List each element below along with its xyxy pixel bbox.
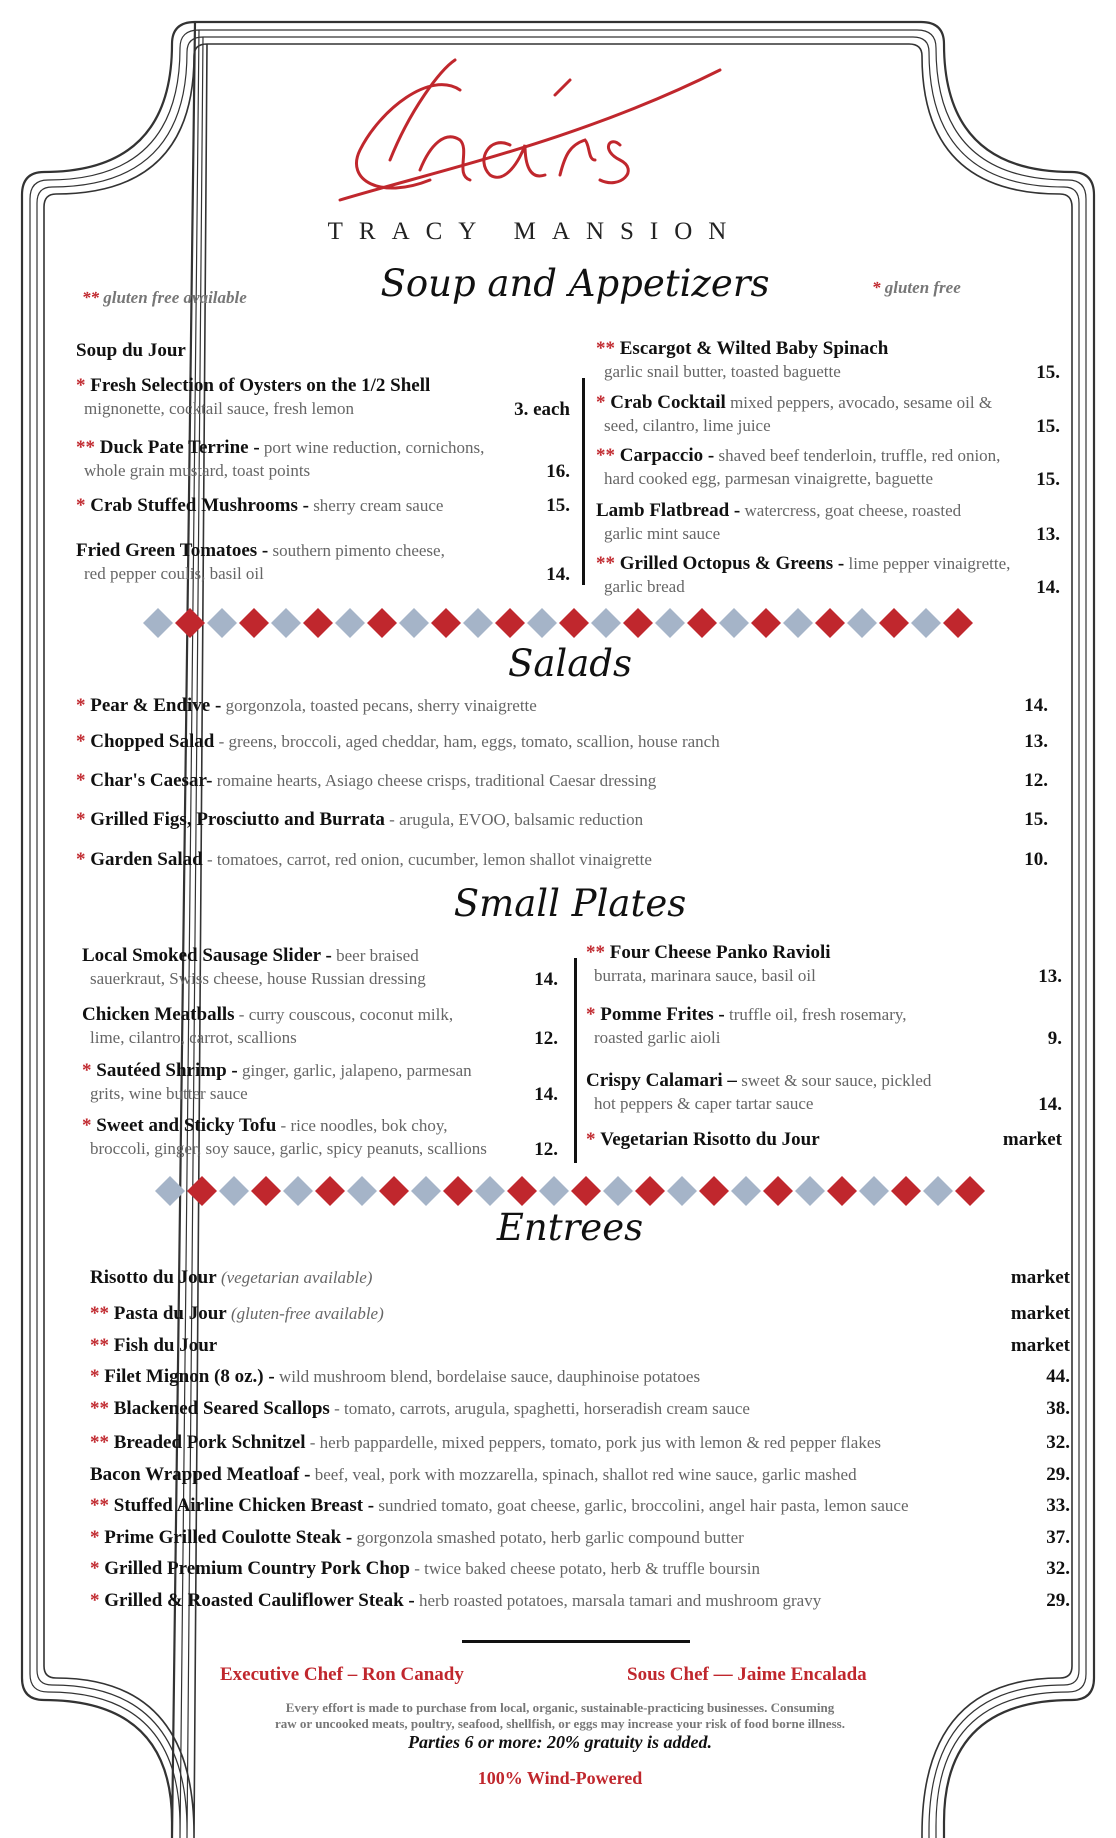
- executive-chef: Executive Chef – Ron Canady: [220, 1664, 464, 1685]
- diamond-ornament: [207, 608, 237, 638]
- item-name: Fried Green Tomatoes -: [76, 540, 269, 561]
- menu-item: [82, 1115, 448, 1137]
- divider-small-plates: [574, 958, 577, 1163]
- gratuity-note: Parties 6 or more: 20% gratuity is added.: [408, 1732, 712, 1752]
- gluten-marker: *: [82, 1060, 92, 1081]
- menu-item: [76, 695, 537, 717]
- menu-item: [596, 553, 1010, 575]
- menu-item: [596, 500, 961, 522]
- diamond-ornament: [815, 608, 845, 638]
- item-description: gorgonzola smashed potato, herb garlic compound butter: [352, 1528, 744, 1547]
- diamond-ornament: [315, 1176, 345, 1206]
- diamond-ornament: [751, 608, 781, 638]
- diamond-ornament: [655, 608, 685, 638]
- diamond-ornament: [443, 1176, 473, 1206]
- item-name: Fresh Selection of Oysters on the 1/2 Shell: [90, 375, 431, 396]
- diamond-ornament: [539, 1176, 569, 1206]
- item-name: Grilled & Roasted Cauliflower Steak -: [104, 1590, 415, 1611]
- diamond-ornament: [635, 1176, 665, 1206]
- wind-powered-note: 100% Wind-Powered: [477, 1768, 643, 1788]
- item-price: 14.: [1024, 695, 1048, 716]
- diamond-ornament: [175, 608, 205, 638]
- item-description-line-2: seed, cilantro, lime juice: [604, 416, 771, 435]
- item-description-line-2: garlic mint sauce: [604, 524, 721, 543]
- gluten-marker: **: [90, 1432, 109, 1453]
- diamond-ornament: [507, 1176, 537, 1206]
- diamond-ornament: [527, 608, 557, 638]
- diamond-ornament: [891, 1176, 921, 1206]
- disclaimer-line-1: Every effort is made to purchase from local, organic, sustainable-practicing businesses. Consuming: [285, 1700, 835, 1715]
- gluten-marker: *: [76, 770, 86, 791]
- note-gluten-free: * gluten free: [872, 278, 961, 297]
- item-price: 15.: [1036, 362, 1060, 383]
- diamond-divider-2: [152, 1173, 1002, 1209]
- gluten-marker: **: [90, 1495, 109, 1516]
- gluten-marker: **: [76, 437, 95, 458]
- gluten-marker: *: [82, 1115, 92, 1136]
- item-name: Local Smoked Sausage Slider -: [82, 945, 332, 966]
- item-description: - herb pappardelle, mixed peppers, tomato, pork jus with lemon & red pepper flakes: [305, 1433, 881, 1452]
- diamond-ornament: [475, 1176, 505, 1206]
- item-description-line-2: hot peppers & caper tartar sauce: [594, 1094, 814, 1113]
- item-name: Sautéed Shrimp -: [96, 1060, 238, 1081]
- diamond-ornament: [827, 1176, 857, 1206]
- item-price: 32.: [1046, 1432, 1070, 1453]
- gluten-marker: *: [586, 1129, 596, 1150]
- menu-item: [90, 1495, 909, 1517]
- diamond-ornament: [623, 608, 653, 638]
- section-title-entrees: Entrees: [496, 1206, 644, 1249]
- item-description: shaved beef tenderloin, truffle, red onion,: [714, 446, 1001, 465]
- diamond-ornament: [719, 608, 749, 638]
- gluten-marker: *: [90, 1527, 100, 1548]
- item-description: - twice baked cheese potato, herb & truffle boursin: [410, 1559, 760, 1578]
- item-price: 14.: [1036, 577, 1060, 598]
- menu-item: [586, 1129, 820, 1151]
- menu-item: [596, 338, 888, 360]
- footer-rule: [462, 1640, 690, 1643]
- item-name: Chopped Salad: [90, 731, 215, 752]
- gluten-marker: *: [90, 1366, 100, 1387]
- item-name: Bacon Wrapped Meatloaf -: [90, 1464, 311, 1485]
- diamond-ornament: [699, 1176, 729, 1206]
- diamond-ornament: [399, 608, 429, 638]
- gluten-marker: **: [90, 1303, 109, 1324]
- item-price: 38.: [1046, 1398, 1070, 1419]
- menu-item: [82, 945, 419, 967]
- item-description: watercress, goat cheese, roasted: [740, 501, 962, 520]
- menu-item: [82, 1060, 472, 1082]
- menu-item: [76, 731, 720, 753]
- item-description: lime pepper vinaigrette,: [844, 554, 1011, 573]
- gluten-marker: **: [586, 942, 605, 963]
- item-name: Crispy Calamari –: [586, 1070, 737, 1091]
- item-name: Grilled Premium Country Pork Chop: [104, 1558, 411, 1579]
- item-price: 9.: [1047, 1028, 1062, 1049]
- item-name: Chicken Meatballs: [82, 1004, 235, 1025]
- menu-item: [76, 540, 445, 562]
- item-description: - arugula, EVOO, balsamic reduction: [384, 810, 644, 829]
- diamond-ornament: [411, 1176, 441, 1206]
- item-name: Filet Mignon (8 oz.) -: [104, 1366, 275, 1387]
- menu-item: [76, 340, 186, 362]
- diamond-ornament: [239, 608, 269, 638]
- item-description: beef, veal, pork with mozzarella, spinach, shallot red wine sauce, garlic mashed: [310, 1465, 857, 1484]
- item-description-line-2: whole grain mustard, toast points: [84, 461, 311, 480]
- diamond-ornament: [943, 608, 973, 638]
- gluten-marker: *: [76, 375, 86, 396]
- item-price: 15.: [1036, 416, 1060, 437]
- item-description: sweet & sour sauce, pickled: [736, 1071, 932, 1090]
- item-description-line-2: garlic snail butter, toasted baguette: [604, 362, 841, 381]
- menu-item: [586, 1004, 907, 1026]
- item-name: Crab Stuffed Mushrooms -: [90, 495, 309, 516]
- gluten-marker: **: [596, 338, 615, 359]
- gluten-marker: *: [596, 392, 606, 413]
- item-price: 29.: [1046, 1590, 1070, 1611]
- subtitle: TRACY MANSION: [327, 218, 743, 245]
- item-description-line-2: grits, wine butter sauce: [90, 1084, 248, 1103]
- diamond-ornament: [251, 1176, 281, 1206]
- gluten-marker: *: [76, 695, 86, 716]
- item-description: sundried tomato, goat cheese, garlic, broccolini, angel hair pasta, lemon sauce: [374, 1496, 909, 1515]
- item-name: Garden Salad: [90, 849, 203, 870]
- diamond-ornament: [847, 608, 877, 638]
- item-price: 13.: [1024, 731, 1048, 752]
- item-name: Four Cheese Panko Ravioli: [609, 942, 831, 963]
- item-price: 33.: [1046, 1495, 1070, 1516]
- menu-item: [76, 437, 484, 459]
- diamond-ornament: [187, 1176, 217, 1206]
- item-price: 12.: [534, 1139, 558, 1160]
- diamond-ornament: [271, 608, 301, 638]
- item-price: 14.: [546, 564, 570, 585]
- item-name: Sweet and Sticky Tofu: [96, 1115, 277, 1136]
- section-title-small-plates: Small Plates: [453, 882, 687, 925]
- item-price: 29.: [1046, 1464, 1070, 1485]
- gluten-marker: **: [596, 553, 615, 574]
- gluten-marker: *: [90, 1590, 100, 1611]
- item-name: Carpaccio -: [619, 445, 715, 466]
- menu-item: [90, 1464, 857, 1486]
- diamond-ornament: [431, 608, 461, 638]
- diamond-ornament: [859, 1176, 889, 1206]
- item-name: Blackened Seared Scallops: [113, 1398, 330, 1419]
- item-description-line-2: burrata, marinara sauce, basil oil: [594, 966, 816, 985]
- item-name: Soup du Jour: [76, 340, 186, 361]
- item-name: Char's Caesar-: [90, 770, 213, 791]
- item-description-line-2: roasted garlic aioli: [594, 1028, 721, 1047]
- item-description: gorgonzola, toasted pecans, sherry vinaigrette: [221, 696, 537, 715]
- gluten-marker: *: [76, 495, 86, 516]
- item-name: Prime Grilled Coulotte Steak -: [104, 1527, 353, 1548]
- divider-appetizers: [582, 378, 585, 585]
- diamond-ornament: [367, 608, 397, 638]
- diamond-ornament: [955, 1176, 985, 1206]
- item-price: 13.: [1038, 966, 1062, 987]
- item-price: market: [1010, 1303, 1070, 1324]
- item-description: herb roasted potatoes, marsala tamari and mushroom gravy: [414, 1591, 822, 1610]
- item-name: Duck Pate Terrine -: [99, 437, 260, 458]
- item-price: 44.: [1046, 1366, 1070, 1387]
- disclaimer-line-2: raw or uncooked meats, poultry, seafood, shellfish, or eggs may increase your risk of food borne illness.: [275, 1716, 845, 1731]
- item-name: Fish du Jour: [113, 1335, 218, 1356]
- menu-item: [596, 392, 992, 414]
- item-name: Pomme Frites -: [600, 1004, 725, 1025]
- diamond-ornament: [219, 1176, 249, 1206]
- item-price: market: [1002, 1129, 1062, 1150]
- diamond-ornament: [591, 608, 621, 638]
- item-price: 15.: [1036, 469, 1060, 490]
- item-name: Escargot & Wilted Baby Spinach: [619, 338, 889, 359]
- item-price: market: [1010, 1335, 1070, 1356]
- item-description: - tomatoes, carrot, red onion, cucumber, lemon shallot vinaigrette: [202, 850, 652, 869]
- item-price: 12.: [1024, 770, 1048, 791]
- note-gluten-free-available: ** gluten free available: [82, 288, 247, 307]
- diamond-ornament: [379, 1176, 409, 1206]
- menu-item: [596, 445, 1000, 467]
- item-name: Grilled Octopus & Greens -: [619, 553, 845, 574]
- item-description: - rice noodles, bok choy,: [276, 1116, 448, 1135]
- item-description: wild mushroom blend, bordelaise sauce, dauphinoise potatoes: [274, 1367, 701, 1386]
- diamond-ornament: [143, 608, 173, 638]
- item-price: 13.: [1036, 524, 1060, 545]
- diamond-ornament: [667, 1176, 697, 1206]
- item-name: Pasta du Jour: [113, 1303, 227, 1324]
- sous-chef: Sous Chef — Jaime Encalada: [627, 1664, 867, 1685]
- diamond-ornament: [687, 608, 717, 638]
- item-price: 14.: [534, 1084, 558, 1105]
- diamond-ornament: [783, 608, 813, 638]
- diamond-ornament: [603, 1176, 633, 1206]
- item-description-line-2: red pepper coulis, basil oil: [84, 564, 264, 583]
- item-price: market: [1010, 1267, 1070, 1288]
- item-description-line-2: mignonette, cocktail sauce, fresh lemon: [84, 399, 355, 418]
- item-description: - curry couscous, coconut milk,: [234, 1005, 454, 1024]
- menu-item: [76, 770, 656, 792]
- menu-item: [90, 1527, 744, 1549]
- menu-item: [90, 1267, 372, 1289]
- menu-item: [76, 495, 443, 517]
- item-description-line-2: hard cooked egg, parmesan vinaigrette, baguette: [604, 469, 934, 488]
- gluten-marker: *: [90, 1558, 100, 1579]
- item-price: 14.: [534, 969, 558, 990]
- item-description: mixed peppers, avocado, sesame oil &: [725, 393, 993, 412]
- diamond-ornament: [303, 608, 333, 638]
- diamond-ornament: [923, 1176, 953, 1206]
- diamond-ornament: [283, 1176, 313, 1206]
- item-name: Breaded Pork Schnitzel: [113, 1432, 306, 1453]
- item-description: port wine reduction, cornichons,: [259, 438, 485, 457]
- diamond-ornament: [731, 1176, 761, 1206]
- menu-item: [90, 1335, 217, 1357]
- gluten-marker: *: [76, 849, 86, 870]
- diamond-divider-1: [140, 605, 990, 641]
- item-description: romaine hearts, Asiago cheese crisps, traditional Caesar dressing: [212, 771, 657, 790]
- item-price: 15.: [546, 495, 570, 516]
- item-description-line-2: broccoli, ginger, soy sauce, garlic, spicy peanuts, scallions: [90, 1139, 487, 1158]
- menu-item: [76, 849, 652, 871]
- item-name: Stuffed Airline Chicken Breast -: [113, 1495, 375, 1516]
- item-description: sherry cream sauce: [308, 496, 444, 515]
- item-name: Vegetarian Risotto du Jour: [600, 1129, 820, 1150]
- menu-item: [586, 942, 831, 964]
- gluten-marker: **: [90, 1398, 109, 1419]
- menu-item: [76, 375, 430, 397]
- item-price: 16.: [546, 461, 570, 482]
- item-price: 32.: [1046, 1558, 1070, 1579]
- item-price: 3. each: [514, 399, 570, 420]
- menu-item: [82, 1004, 453, 1026]
- diamond-ornament: [911, 608, 941, 638]
- item-description: (gluten-free available): [226, 1304, 384, 1323]
- item-name: Lamb Flatbread -: [596, 500, 741, 521]
- gluten-marker: **: [596, 445, 615, 466]
- item-description: ginger, garlic, jalapeno, parmesan: [237, 1061, 472, 1080]
- item-description: - tomato, carrots, arugula, spaghetti, horseradish cream sauce: [329, 1399, 750, 1418]
- diamond-ornament: [155, 1176, 185, 1206]
- diamond-ornament: [763, 1176, 793, 1206]
- item-price: 14.: [1038, 1094, 1062, 1115]
- diamond-ornament: [571, 1176, 601, 1206]
- logo: [320, 50, 740, 210]
- item-price: 15.: [1024, 809, 1048, 830]
- gluten-marker: *: [76, 809, 86, 830]
- item-description: (vegetarian available): [216, 1268, 373, 1287]
- menu-item: [90, 1590, 821, 1612]
- gluten-marker: *: [76, 731, 86, 752]
- diamond-ornament: [463, 608, 493, 638]
- item-description: truffle oil, fresh rosemary,: [724, 1005, 907, 1024]
- menu-item: [76, 809, 643, 831]
- item-name: Crab Cocktail: [610, 392, 726, 413]
- item-description-line-2: garlic bread: [604, 577, 685, 596]
- item-price: 37.: [1046, 1527, 1070, 1548]
- diamond-ornament: [795, 1176, 825, 1206]
- menu-item: [90, 1432, 881, 1454]
- menu-item: [90, 1398, 750, 1420]
- item-price: 10.: [1024, 849, 1048, 870]
- item-price: 12.: [534, 1028, 558, 1049]
- gluten-marker: **: [90, 1335, 109, 1356]
- item-name: Risotto du Jour: [90, 1267, 217, 1288]
- item-description: beer braised: [331, 946, 419, 965]
- gluten-marker: *: [586, 1004, 596, 1025]
- item-description: - greens, broccoli, aged cheddar, ham, eggs, tomato, scallion, house ranch: [214, 732, 720, 751]
- diamond-ornament: [879, 608, 909, 638]
- item-name: Grilled Figs, Prosciutto and Burrata: [90, 809, 385, 830]
- section-title-salads: Salads: [508, 642, 632, 685]
- menu-item: [90, 1366, 700, 1388]
- diamond-ornament: [495, 608, 525, 638]
- menu-item: [90, 1303, 384, 1325]
- diamond-ornament: [335, 608, 365, 638]
- diamond-ornament: [347, 1176, 377, 1206]
- menu-item: [90, 1558, 760, 1580]
- item-description: southern pimento cheese,: [268, 541, 445, 560]
- section-title-appetizers: Soup and Appetizers: [380, 262, 770, 305]
- menu-item: [586, 1070, 931, 1092]
- item-name: Pear & Endive -: [90, 695, 222, 716]
- item-description-line-2: lime, cilantro, carrot, scallions: [90, 1028, 297, 1047]
- item-description-line-2: sauerkraut, Swiss cheese, house Russian dressing: [90, 969, 426, 988]
- diamond-ornament: [559, 608, 589, 638]
